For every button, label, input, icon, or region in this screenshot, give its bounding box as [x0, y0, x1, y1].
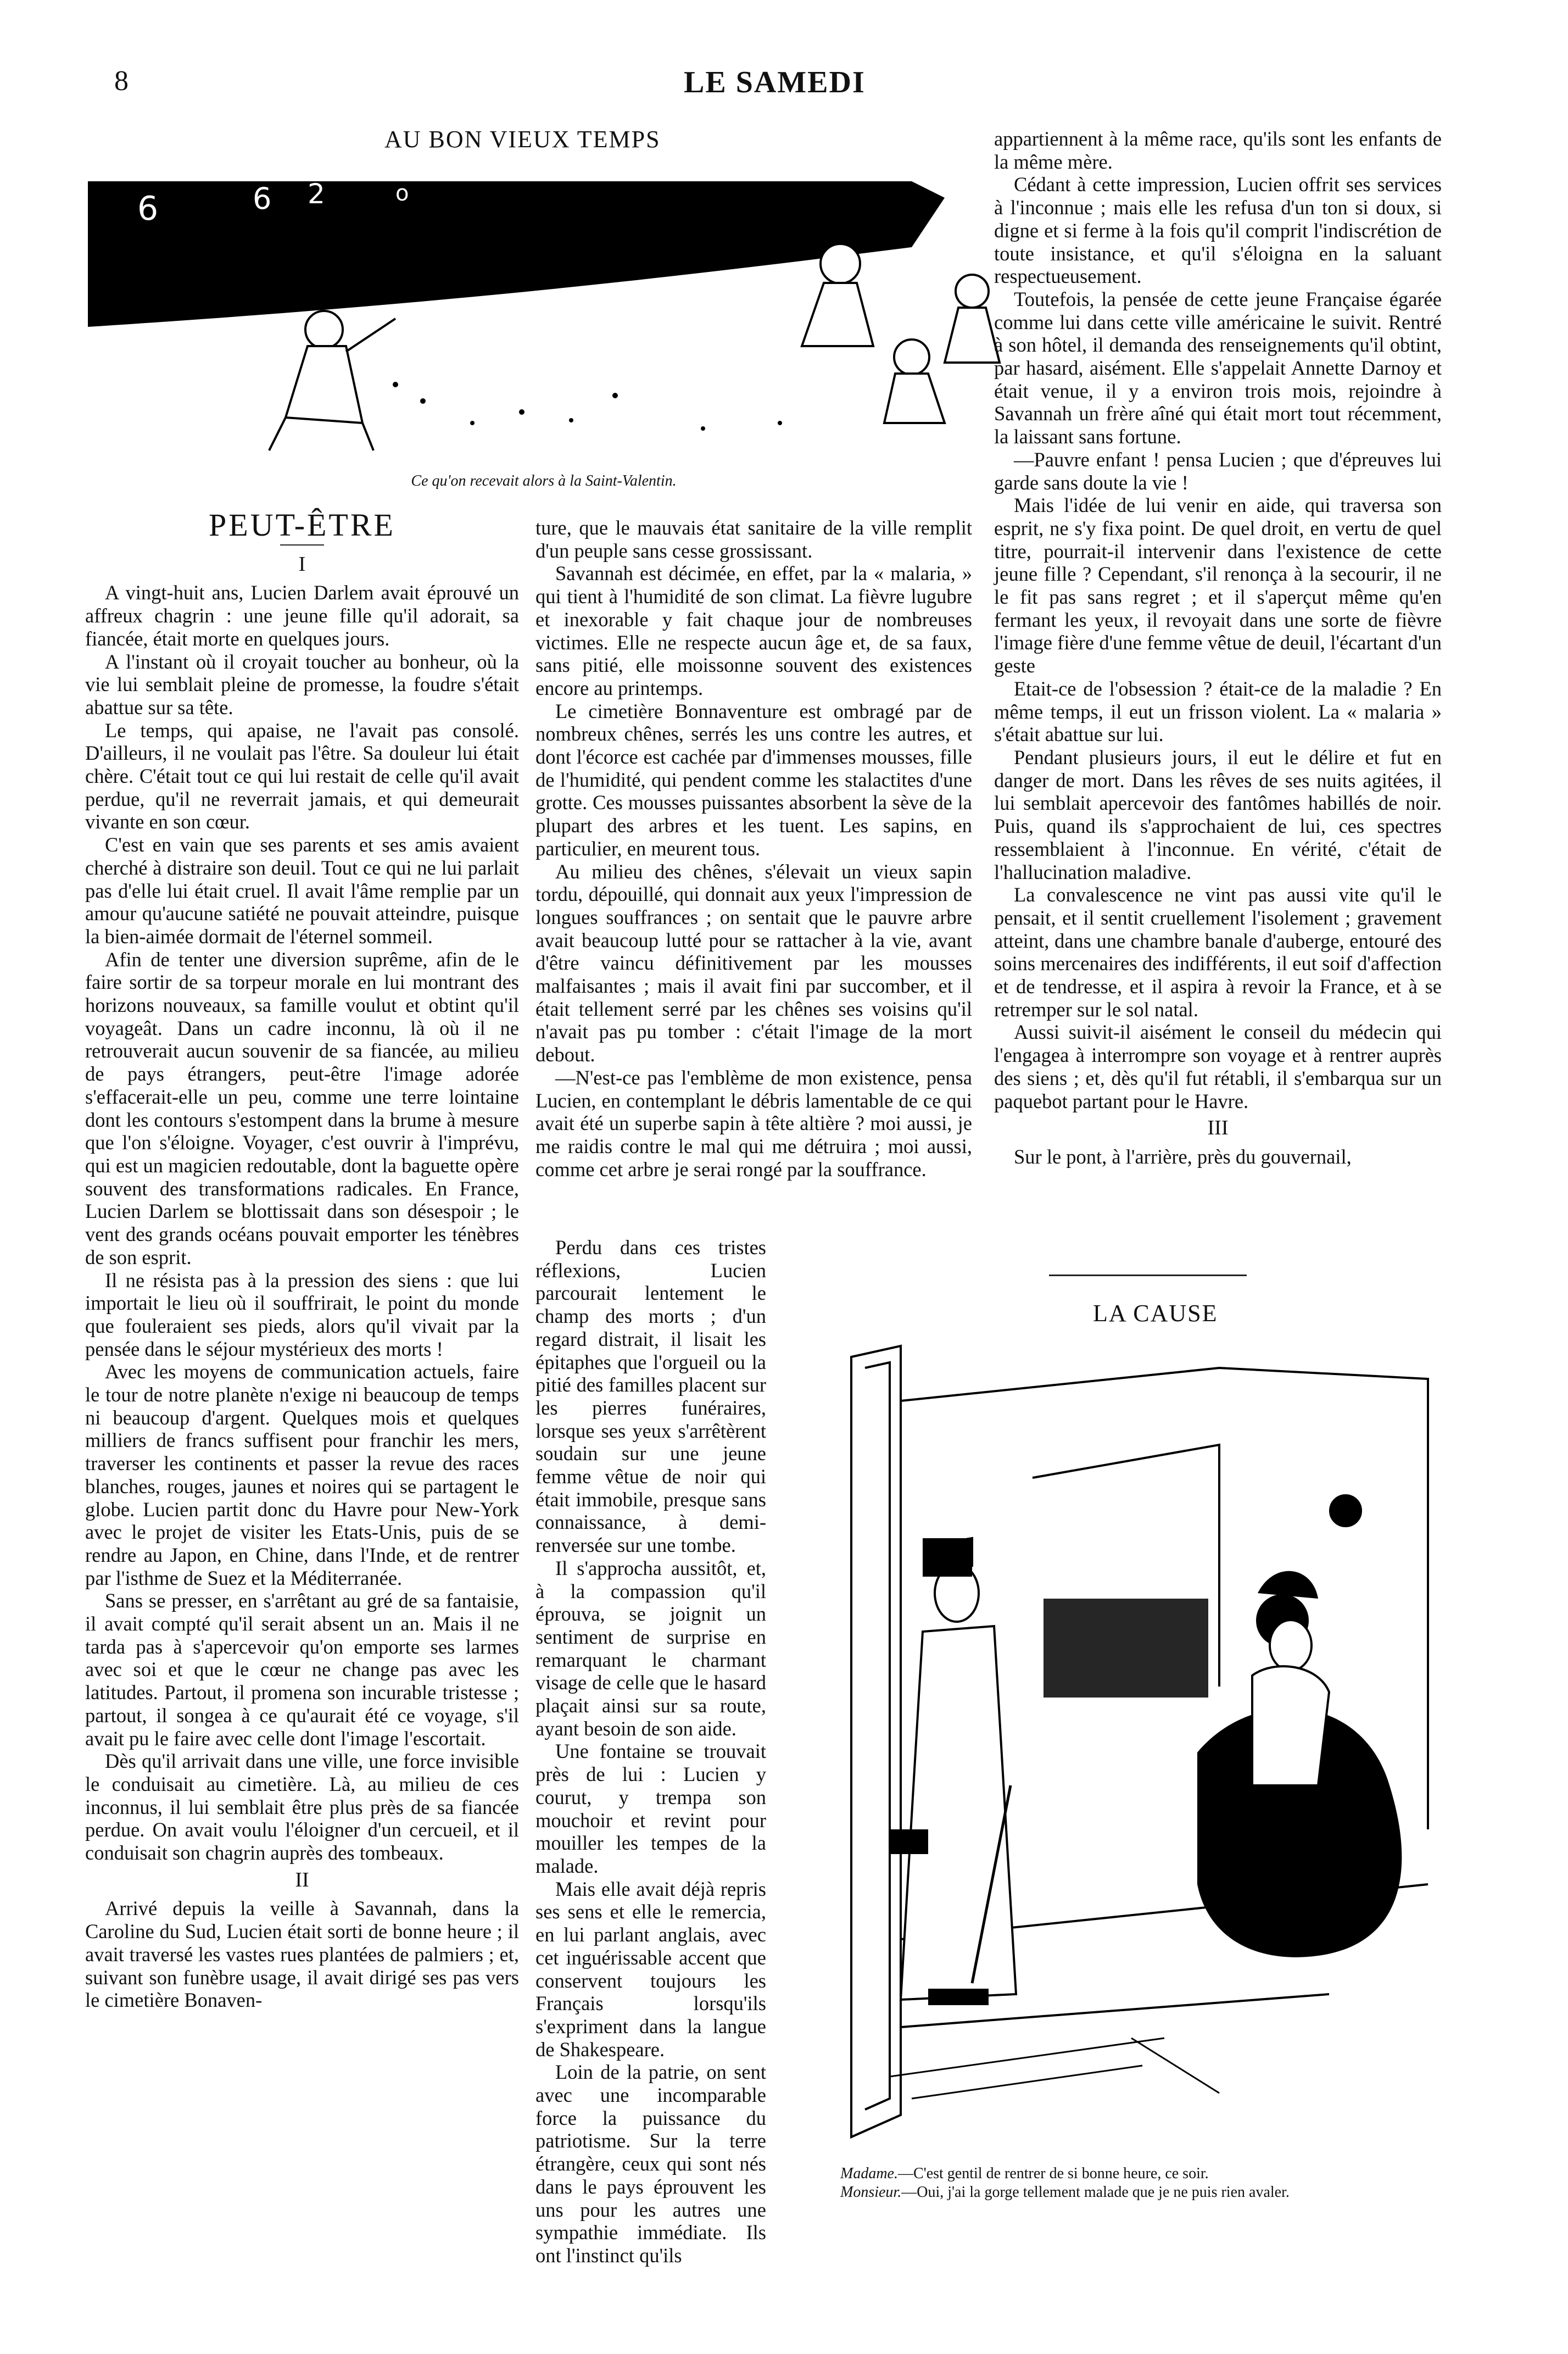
paragraph: Arrivé depuis la veille à Savannah, dans la Caroline du Sud, Lucien était sorti de bonne heure ; il avait traversé les vastes rues plantées de palmiers ; et, suivant son funèbre usage, il avait dirigé ses pas vers le cimetière Bonaven-: [85, 1897, 519, 2012]
paragraph: A l'instant où il croyait toucher au bonheur, où la vie lui semblait pleine de promesse, la foudre s'était abattue sur sa tête.: [85, 650, 519, 719]
paragraph: ture, que le mauvais état sanitaire de la ville remplit d'un peuple sans cesse grossissant.: [535, 516, 972, 562]
dialogue-madame: —C'est gentil de rentrer de si bonne heure, ce soir.: [897, 2165, 1209, 2182]
cartoon-rule: [1049, 1275, 1247, 1276]
paragraph: Loin de la patrie, on sent avec une incomparable force la puissance du patriotisme. Sur la terre étrangère, ceux qui sont nés dans le pays éprouvent les uns pour les autres une sympathie immédiate. Ils ont l'instinct qu'ils: [535, 2061, 766, 2267]
section-heading-1: I: [298, 552, 306, 576]
paragraph: —Pauvre enfant ! pensa Lucien ; que d'épreuves lui garde sans doute la vie !: [994, 448, 1442, 494]
caption-line-2: [840, 2183, 1444, 2202]
journal-title: LE SAMEDI: [684, 65, 866, 99]
paragraph: Mais elle avait déjà repris ses sens et elle le remercia, en lui parlant anglais, avec cet inguérissable accent que conservent toujours les Français lorsqu'ils s'expriment dans la langue de Shakespeare.: [535, 1877, 766, 2061]
paragraph: Sans se presser, en s'arrêtant au gré de sa fantaisie, il avait compté qu'il serait absent un an. Mais il ne tarda pas à s'apercevoir qu'on emporte ses larmes avec soi et que le cœur ne change pas avec les latitudes. Partout, il promena son incurable tristesse ; partout, il songea à ce qu'aurait été ce voyage, s'il avait pu le faire avec celle dont l'image l'escortait.: [85, 1589, 519, 1750]
paragraph: Etait-ce de l'obsession ? était-ce de la maladie ? En même temps, il eut un frisson violent. La « malaria » s'était abattue sur lui.: [994, 677, 1442, 746]
title-rule: [280, 544, 324, 546]
paragraph: Le temps, qui apaise, ne l'avait pas consolé. D'ailleurs, il ne voulait pas l'être. Sa douleur lui était chère. C'était tout ce qui lui restait de celle qu'il avait perdue, qu'il ne reverrait jamais, et qui demeurait vivante en son cœur.: [85, 719, 519, 833]
svg-text:6: 6: [137, 190, 159, 228]
top-illustration-caption: Ce qu'on recevait alors à la Saint-Valentin.: [411, 472, 677, 489]
svg-text:6: 6: [253, 181, 272, 216]
section-heading-2: II: [295, 1868, 309, 1891]
valentine-illustration: [88, 165, 1016, 472]
paragraph: Pendant plusieurs jours, il eut le délire et fut en danger de mort. Dans les rêves de ses nuits agitées, il lui semblait apercevoir des fantômes habillés de noir. Puis, quand ils s'approchaient de lui, ces spectres ressemblaient à l'inconnue. En vérité, c'était de l'hallucination maladive.: [994, 745, 1442, 883]
paragraph: Toutefois, la pensée de cette jeune Française égarée comme lui dans cette ville américaine le suivit. Rentré à son hôtel, il demanda des renseignements qu'il obtint, par hasard, aisément. Elle s'appelait Annette Darnoy et était venue, il y a environ trois mois, rejoindre à Savannah un frère aîné qui était mort tout récemment, la laissant sans fortune.: [994, 287, 1442, 448]
paragraph: Perdu dans ces tristes réflexions, Lucien parcourait lentement le champ des morts ; d'un regard distrait, il lisait les épitaphes que l'orgueil ou la pitié des familles placent sur les pierres funéraires, lorsque ses yeux s'arrêtèrent soudain sur une jeune femme vêtue de noir qui était immobile, presque sans connaissance, à demi-renversée sur une tombe.: [535, 1236, 766, 1557]
paragraph: Il s'approcha aussitôt, et, à la compassion qu'il éprouva, se joignit un sentiment de surprise en remarquant le charmant visage de celle que le hasard plaçait ainsi sur sa route, ayant besoin de son aide.: [535, 1556, 766, 1740]
cartoon-caption: [840, 2164, 1444, 2202]
paragraph: Mais l'idée de lui venir en aide, qui traversa son esprit, ne s'y fixa point. De quel droit, en vertu de quel titre, pourrait-il intervenir dans l'existence de cette jeune fille ? Cependant, s'il renonça à la secourir, il ne le fit pas sans regret ; et il s'aperçut même qu'en fermant les yeux, il revoyait dans une sorte de fièvre l'image fière d'une femme vêtue de deuil, l'écartant d'un geste: [994, 494, 1442, 677]
paragraph: C'est en vain que ses parents et ses amis avaient cherché à distraire son deuil. Tout ce qui ne lui parlait pas d'elle lui était cruel. Il avait l'âme remplie par un amour qu'aucune satiété ne pouvait atteindre, puisque la bien-aimée dormait de l'éternel sommeil.: [85, 833, 519, 948]
section-heading-3: III: [1207, 1116, 1229, 1140]
story-title: PEUT-ÊTRE: [209, 507, 395, 543]
cartoon-illustration: [835, 1335, 1455, 2148]
paragraph: Afin de tenter une diversion suprême, afin de le faire sortir de sa torpeur morale en lui montrant des horizons nouveaux, sa famille voulut et obtint qu'il voyageât. Dans un cadre inconnu, là où il ne retrouverait aucun souvenir de sa fiancée, au milieu de pays étrangers, peut-être l'image adorée s'effacerait-elle un peu, comme une terre lointaine dont les contours s'estompent dans la brume à mesure que l'on s'éloigne. Voyager, c'est ouvrir à l'imprévu, qui est un magicien redoutable, dont la baguette opère souvent des transformations radicales. En France, Lucien Darlem se blottissait dans son désespoir ; le vent des grands océans pouvait emporter les ténèbres de son esprit.: [85, 948, 519, 1268]
paragraph: La convalescence ne vint pas aussi vite qu'il le pensait, et il sentit cruellement l'isolement ; gravement atteint, dans une chambre banale d'auberge, entouré des soins mercenaires des indifférents, il eut soif d'affection et de tendresse, et il aspira à revoir la France, et à se retremper sur le sol natal.: [994, 883, 1442, 1021]
story-column-1: [85, 507, 519, 2012]
paragraph: Cédant à cette impression, Lucien offrit ses services à l'inconnue ; mais elle les refusa d'un ton si doux, si digne et si ferme à la fois qu'il comprit l'indiscrétion de toute insistance, et qu'il s'éloigna en la saluant respectueusement.: [994, 173, 1442, 288]
top-illustration-title: AU BON VIEUX TEMPS: [384, 126, 661, 153]
paragraph: A vingt-huit ans, Lucien Darlem avait éprouvé un affreux chagrin : une jeune fille qu'il adorait, sa fiancée, était morte en quelques jours.: [85, 581, 519, 650]
paragraph: Aussi suivit-il aisément le conseil du médecin qui l'engagea à interrompre son voyage et à rentrer auprès des siens ; et, dès qu'il fut rétabli, il s'embarqua sur un paquebot partant pour le Havre.: [994, 1021, 1442, 1112]
paragraph: Une fontaine se trouvait près de lui : Lucien y courut, y trempa son mouchoir et revint pour mouiller les tempes de la malade.: [535, 1740, 766, 1877]
svg-text:o: o: [395, 181, 409, 206]
speaker-madame: Madame.: [840, 2165, 898, 2182]
paragraph: Savannah est décimée, en effet, par la « malaria, » qui tient à l'humidité de son climat. La fièvre lugubre et inexorable y fait chaque jour de nombreuses victimes. Elle ne respecte aucun âge et, de sa faux, sans pitié, elle moissonne souvent des existences encore au printemps.: [535, 562, 972, 699]
svg-text:2: 2: [308, 178, 325, 210]
caption-line-1: [840, 2164, 1444, 2183]
paragraph: Il ne résista pas à la pression des siens : que lui importait le lieu où il souffrirait, le point du monde que fouleraient ses pieds, alors qu'il vivait par la pensée dans le séjour mystérieux des morts !: [85, 1268, 519, 1360]
paragraph: Dès qu'il arrivait dans une ville, une force invisible le conduisait au cimetière. Là, au milieu de ces inconnus, il lui semblait être plus près de sa fiancée perdue. On avait voulu l'éloigner d'un cercueil, et il conduisait son chagrin auprès des tombeaux.: [85, 1750, 519, 1865]
paragraph: Le cimetière Bonnaventure est ombragé par de nombreux chênes, serrés les uns contre les autres, et dont l'écorce est cachée par d'immenses mousses, fille de l'humidité, qui pendent comme les stalactites d'une grotte. Ces mousses puissantes absorbent la sève de la plupart des arbres et les tuent. Les sapins, en particulier, en meurent tous.: [535, 699, 972, 860]
speaker-monsieur: Monsieur.: [840, 2184, 902, 2201]
paragraph: Avec les moyens de communication actuels, faire le tour de notre planète n'exige ni beaucoup de temps ni beaucoup d'argent. Quelques mois et quelques milliers de francs suffisent pour franchir les mers, traverser les continents et passer la revue des races blanches, rouges, jaunes et noires qui se partagent le globe. Lucien partit donc du Havre pour New-York avec le projet de visiter les Etats-Unis, puis de se rendre au Japon, en Chine, dans l'Inde, et de rentrer par l'isthme de Suez et la Méditerranée.: [85, 1360, 519, 1589]
story-column-2: [535, 516, 972, 1181]
dialogue-monsieur: —Oui, j'ai la gorge tellement malade que je ne puis rien avaler.: [901, 2184, 1290, 2201]
paragraph: —N'est-ce pas l'emblème de mon existence, pensa Lucien, en contemplant le débris lamentable de ce qui avait été un superbe sapin à tête altière ? moi aussi, je me raidis contre le mal qui me détruira ; moi aussi, comme cet arbre je serai rongé par la souffrance.: [535, 1066, 972, 1181]
paragraph: appartiennent à la même race, qu'ils sont les enfants de la même mère.: [994, 127, 1442, 173]
story-column-3: [994, 127, 1442, 1168]
story-column-2-narrow: [535, 1236, 766, 2267]
paragraph: Au milieu des chênes, s'élevait un vieux sapin tordu, dépouillé, qui donnait aux yeux l'impression de longues souffrances ; on sentait que le pauvre arbre avait beaucoup lutté pour se rattacher à la vie, avant d'être vaincu définitivement par les mousses malfaisantes ; mais il avait fini par succomber, et il était tellement serré par les chênes ses voisins qu'il n'avait pas pu tomber : c'était l'image de la mort debout.: [535, 860, 972, 1066]
cartoon-title: LA CAUSE: [1093, 1300, 1218, 1327]
page-number: 8: [114, 65, 129, 97]
paragraph: Sur le pont, à l'arrière, près du gouvernail,: [1014, 1145, 1352, 1168]
